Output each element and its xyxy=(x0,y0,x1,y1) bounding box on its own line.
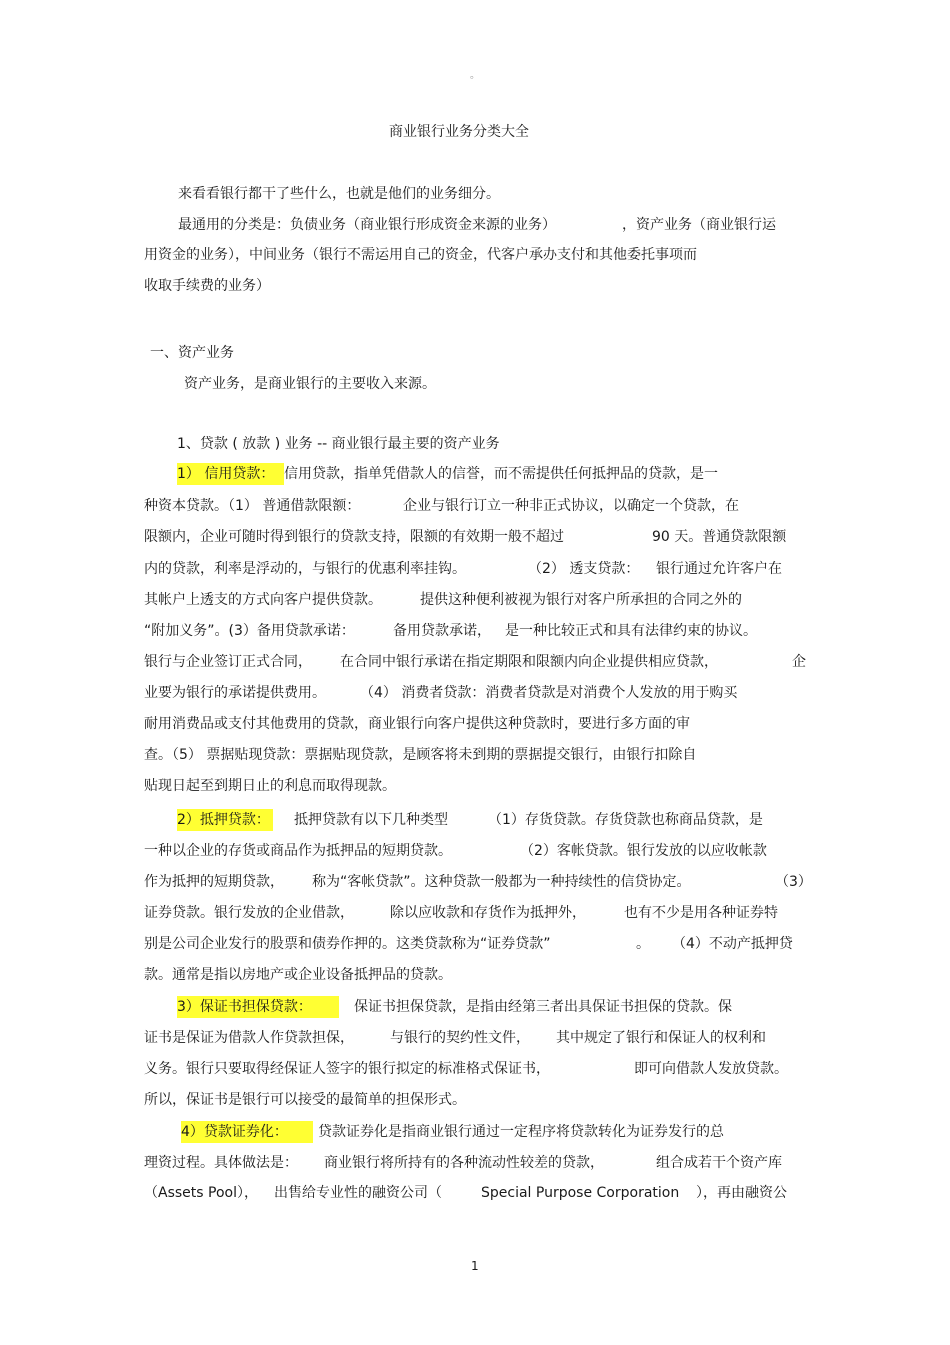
header-mark: 。 xyxy=(470,70,480,81)
text-run: 备用贷款承诺， xyxy=(393,623,491,639)
text-run: 查。（5） 票据贴现贷款：票据贴现贷款，是顾客将未到期的票据提交银行，由银行扣除自 xyxy=(144,747,697,763)
text-run: 义务。银行只要取得经保证人签字的银行拟定的标准格式保证书， xyxy=(144,1061,550,1077)
text-run: 别是公司企业发行的股票和债券作押的。这类贷款称为“证券贷款” xyxy=(144,936,551,952)
text-run: 除以应收款和存货作为抵押外， xyxy=(390,905,586,921)
text-run: 内的贷款，利率是浮动的，与银行的优惠利率挂钩。 xyxy=(144,561,466,577)
text-run: （2） 透支贷款： xyxy=(528,561,640,577)
paragraph-line xyxy=(0,495,950,517)
paragraph-line xyxy=(0,744,950,766)
page-number: 1 xyxy=(471,1259,479,1273)
intro-line xyxy=(0,183,950,205)
text-run: 企业与银行订立一种非正式协议，以确定一个贷款，在 xyxy=(403,498,739,514)
intro-line xyxy=(0,275,950,297)
text-run: 抵押贷款有以下几种类型 xyxy=(294,812,448,828)
text-run: 款。通常是指以房地产或企业设备抵押品的贷款。 xyxy=(144,967,452,983)
text-run: “附加义务”。(3）备用贷款承诺： xyxy=(144,623,355,639)
highlighted-label: 1） 信用贷款： xyxy=(177,463,284,485)
paragraph-line xyxy=(0,1121,950,1143)
text-run: 商业银行将所持有的各种流动性较差的贷款， xyxy=(324,1155,604,1171)
text-run: 资产业务，是商业银行的主要收入来源。 xyxy=(184,376,436,392)
text-run: （2）客帐贷款。银行发放的以应收帐款 xyxy=(520,843,767,859)
text-run: （3） xyxy=(775,874,812,890)
text-run: 证券贷款。银行发放的企业借款， xyxy=(144,905,354,921)
text-run: 贴现日起至到期日止的利息而取得现款。 xyxy=(144,778,396,794)
text-run: 限额内，企业可随时得到银行的贷款支持，限额的有效期一般不超过 xyxy=(144,529,564,545)
text-run: 组合成若干个资产库 xyxy=(656,1155,782,1171)
text-run: 提供这种便利被视为银行对客户所承担的合同之外的 xyxy=(420,592,742,608)
intro-line xyxy=(0,244,950,266)
text-run: （4） 消费者贷款：消费者贷款是对消费个人发放的用于购买 xyxy=(360,685,738,701)
text-run: 其中规定了银行和保证人的权利和 xyxy=(556,1030,766,1046)
text-run: 银行与企业签订正式合同， xyxy=(144,654,312,670)
paragraph-line xyxy=(0,1027,950,1049)
paragraph-line xyxy=(0,902,950,924)
text-run: 一种以企业的存货或商品作为抵押品的短期贷款。 xyxy=(144,843,452,859)
paragraph-line xyxy=(0,1182,950,1204)
paragraph-line xyxy=(0,558,950,580)
text-run: 理资过程。具体做法是： xyxy=(144,1155,298,1171)
highlighted-label: 3）保证书担保贷款： xyxy=(177,996,339,1018)
paragraph-line xyxy=(0,713,950,735)
text-run: 银行通过允许客户在 xyxy=(656,561,782,577)
text-run: 。 xyxy=(636,936,650,952)
paragraph-line xyxy=(0,651,950,673)
paragraph-line xyxy=(0,775,950,797)
text-run: ），再由融资公 xyxy=(696,1185,787,1201)
paragraph-line xyxy=(0,840,950,862)
text-run: 也有不少是用各种证券特 xyxy=(624,905,778,921)
text-run: 耐用消费品或支付其他费用的贷款，商业银行向客户提供这种贷款时，要进行多方面的审 xyxy=(144,716,690,732)
paragraph-line xyxy=(0,871,950,893)
paragraph-line xyxy=(0,463,950,485)
paragraph-line xyxy=(0,620,950,642)
text-run: 在合同中银行承诺在指定期限和限额内向企业提供相应贷款， xyxy=(340,654,718,670)
heading-text: 一、资产业务 xyxy=(150,345,234,361)
text-run: 贷款证券化是指商业银行通过一定程序将贷款转化为证券发行的总 xyxy=(318,1124,724,1140)
text-run: 出售给专业性的融资公司（ xyxy=(274,1185,442,1201)
text-run: 是一种比较正式和具有法律约束的协议。 xyxy=(505,623,757,639)
subsection-heading xyxy=(0,433,950,455)
text-run: 最通用的分类是：负债业务（商业银行形成资金来源的业务） xyxy=(178,217,556,233)
text-run: 来看看银行都干了些什么，也就是他们的业务细分。 xyxy=(178,186,500,202)
text-run: 种资本贷款。（1） 普通借款限额： xyxy=(144,498,361,514)
paragraph-line xyxy=(0,373,950,395)
text-run: 即可向借款人发放贷款。 xyxy=(634,1061,788,1077)
text-run: 所以，保证书是银行可以接受的最简单的担保形式。 xyxy=(144,1092,466,1108)
paragraph-line xyxy=(0,996,950,1018)
paragraph-line xyxy=(0,1058,950,1080)
intro-line xyxy=(0,214,950,236)
paragraph-line xyxy=(0,1089,950,1111)
text-run: 其帐户上透支的方式向客户提供贷款。 xyxy=(144,592,382,608)
text-run: 称为“客帐贷款”。这种贷款一般都为一种持续性的信贷协定。 xyxy=(312,874,691,890)
text-run: 业要为银行的承诺提供费用。 xyxy=(144,685,326,701)
heading-text: 1、贷款 ( 放款 ) 业务 -- 商业银行最主要的资产业务 xyxy=(177,436,500,452)
text-run: 与银行的契约性文件， xyxy=(390,1030,530,1046)
section-heading xyxy=(0,342,950,364)
text-run: （4）不动产抵押贷 xyxy=(672,936,793,952)
page-title xyxy=(0,121,950,143)
text-run: ，资产业务（商业银行运 xyxy=(622,217,776,233)
highlighted-label: 4）贷款证券化： xyxy=(181,1121,313,1143)
text-run: 收取手续费的业务） xyxy=(144,278,270,294)
paragraph-line xyxy=(0,682,950,704)
paragraph-line xyxy=(0,589,950,611)
text-run: （1）存货贷款。存货贷款也称商品贷款，是 xyxy=(488,812,763,828)
text-run: 保证书担保贷款，是指由经第三者出具保证书担保的贷款。保 xyxy=(354,999,732,1015)
paragraph-line xyxy=(0,964,950,986)
text-run: 作为抵押的短期贷款， xyxy=(144,874,284,890)
paragraph-line xyxy=(0,1152,950,1174)
text-run: Special Purpose Corporation xyxy=(481,1185,680,1201)
text-run: 证书是保证为借款人作贷款担保， xyxy=(144,1030,354,1046)
text-run: 用资金的业务），中间业务（银行不需运用自己的资金，代客户承办支付和其他委托事项而 xyxy=(144,247,697,263)
text-run: （Assets Pool）， xyxy=(144,1185,258,1201)
paragraph-line xyxy=(0,933,950,955)
title-text: 商业银行业务分类大全 xyxy=(389,124,529,140)
text-run: 企 xyxy=(792,654,806,670)
paragraph-line xyxy=(0,526,950,548)
paragraph-line xyxy=(0,809,950,831)
highlighted-label: 2）抵押贷款： xyxy=(177,809,273,831)
text-run: 信用贷款，指单凭借款人的信誉，而不需提供任何抵押品的贷款，是一 xyxy=(284,466,718,482)
text-run: 90 天。普通贷款限额 xyxy=(652,529,787,545)
